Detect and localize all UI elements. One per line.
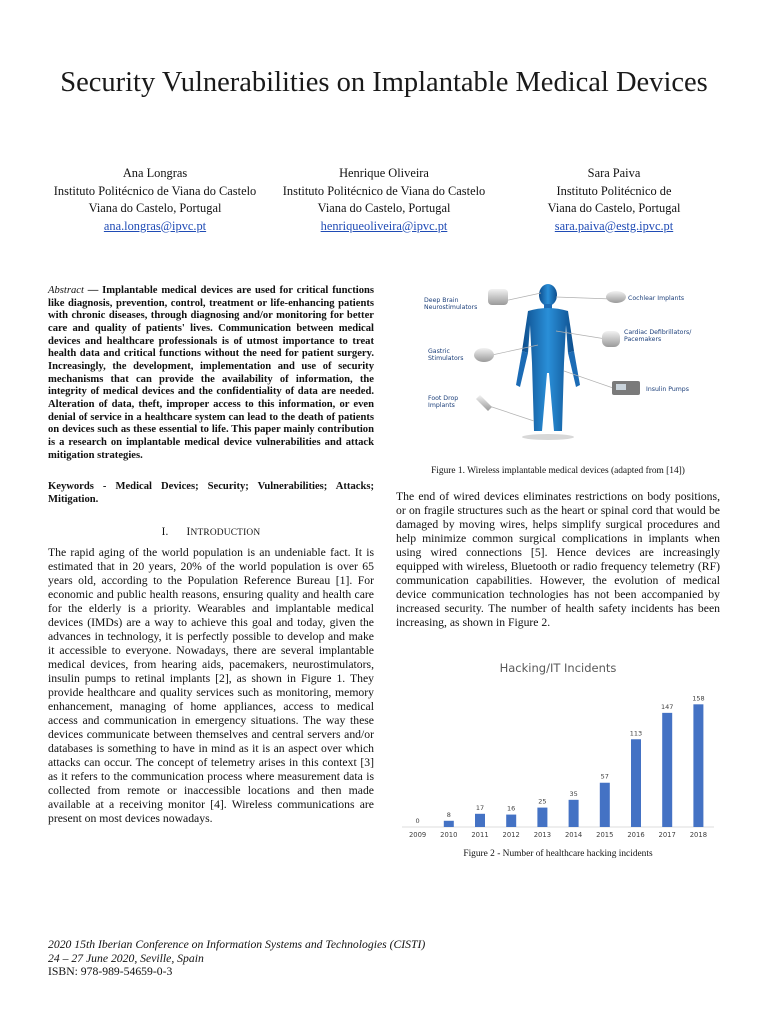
bar-2011 [475,814,485,827]
author-2 [264,165,504,235]
section-title-rest: NTRODUCTION [190,527,261,538]
foot-drop-implant-device [476,395,492,411]
left-column [48,285,374,826]
figure-1-caption: Figure 1. Wireless implantable medical devices (adapted from [14]) [431,466,685,476]
x-tick-label-2013: 2013 [533,831,552,839]
human-body-figure [516,284,580,440]
bar-2012 [506,815,516,827]
bar-2018 [693,704,703,827]
abstract-text: Implantable medical devices are used for critical functions like diagnosis, prevention, control, treatment or life-enhancing patients with chronic diseases, through diagnosing and/or monitoring for better care and quality of patients' lives. Communication between medical devices and healthcare professionals is of utmost importance to treat health data and critical functions without the need for patient surgery. Increasingly, the development, implementation and use of security mechanisms that can provide the availability of information, the integrity of medical devices and the confidentiality of data are needed. Alteration of data, theft, improper access to this information, or even denial of service in a healthcare system can lead to the death of patients on devices such as these essential to life. This paper mainly contribution is a research on implantable medical device vulnerabilities and attack mitigation strategies. [48,285,375,461]
author-name: Henrique Oliveira [339,166,429,180]
data-label-2011: 17 [475,803,485,812]
conference-footer [48,938,425,979]
data-label-2010: 8 [446,810,451,819]
x-tick-label-2015: 2015 [596,831,614,839]
label-cochlear: Cochlear Implants [628,295,685,302]
data-label-2012: 16 [507,804,516,813]
bar-2014 [569,800,579,827]
neurostimulator-device [488,289,508,305]
author-email-link[interactable]: henriqueoliveira@ipvc.pt [320,218,448,233]
data-label-2013: 25 [538,797,547,806]
label-foot-drop: Foot Drop [428,395,459,402]
author-affiliation: Instituto Politécnico de Viana do Castelo [53,183,257,198]
x-tick-label-2017: 2017 [658,831,676,839]
label-gastric: Gastric [428,348,450,355]
label-deep-brain: Deep Brain [424,297,459,304]
section-number: I. [161,525,169,538]
gastric-stimulator-device [474,348,494,362]
abstract-label: Abstract [48,285,84,296]
pacemaker-device [602,331,620,347]
cochlear-implant-device [606,291,626,303]
label-stimulators: Stimulators [428,355,464,362]
author-location: Viana do Castelo, Portugal [547,201,681,215]
x-tick-label-2018: 2018 [689,831,708,839]
data-label-2009: 0 [415,817,420,825]
bar-2017 [662,713,672,827]
label-implants: Implants [428,402,455,409]
author-affiliation: Instituto Politécnico de [556,183,672,198]
conference-date-location: 24 – 27 June 2020, Seville, Spain [48,951,204,965]
x-tick-label-2011: 2011 [471,831,489,839]
data-label-2018: 158 [692,694,705,703]
abstract-dash: — [83,285,103,296]
hacking-incidents-chart [396,655,720,847]
paper-title: Security Vulnerabilities on Implantable Medical Devices [60,67,708,98]
author-location: Viana do Castelo, Portugal [317,201,451,215]
author-location: Viana do Castelo, Portugal [88,201,222,215]
bar-2015 [600,783,610,827]
author-email-link[interactable]: sara.paiva@estg.ipvc.pt [554,218,674,233]
data-label-2017: 147 [660,702,674,711]
intro-paragraph: The rapid aging of the world population is an undeniable fact. It is estimated that in 20 years, 20% of the world population is over 65 years old, according to the Population Reference Bureau [1]. For economic and public health reasons, ensuring quality and health care for the elderly is a priority. Wearables and implantable medical devices (IMDs) are a way to achieve this goal and today, given the advances in technology, it is perfectly possible to develop and make it accessible to everyone. Nowadays, there are several implantable medical devices, from hearing aids, pacemakers, neurostimulators, insulin pumps to retinal implants [2], as shown in Figure 1. They provide healthcare and quality services such as monitoring, memory enhancement, managing of home appliances, access to medical access and communication in emergency situations. The way these devices communicate between themselves and central servers and/or databases is something to have in mind as it is an aspect over which attacks can occur. The concept of telemetry arises in this context [3] as it refers to the communication process where measurement data is collected from remote or inaccessible locations and then made available at a receiving monitor [4]. Wireless communications are present on most devices nowadays. [48,545,374,826]
label-cardiac: Cardiac Defibrillators/ [624,329,692,336]
data-label-2014: 35 [569,789,578,798]
author-3 [494,165,734,235]
keywords: Keywords - Medical Devices; Security; Vulnerabilities; Attacks; Mitigation. [48,481,374,505]
figure-2-caption: Figure 2 - Number of healthcare hacking incidents [463,849,653,859]
author-affiliation: Instituto Politécnico de Viana do Castelo [282,183,486,198]
right-column [396,490,720,630]
bar-2013 [537,808,547,827]
implant-devices-figure [416,281,706,441]
abstract [48,285,374,462]
x-tick-label-2014: 2014 [564,831,583,839]
x-tick-label-2010: 2010 [440,831,458,839]
section-title-initial: I [186,525,191,538]
data-label-2015: 57 [600,772,609,781]
section-heading [48,525,374,540]
label-insulin: Insulin Pumps [646,386,689,393]
x-tick-label-2012: 2012 [502,831,520,839]
conference-name: 2020 15th Iberian Conference on Information Systems and Technologies (CISTI) [48,938,426,951]
label-neurostimulators: Neurostimulators [424,304,478,311]
chart-title: Hacking/IT Incidents [499,661,617,675]
x-tick-label-2016: 2016 [627,831,645,839]
right-paragraph: The end of wired devices eliminates restrictions on body positions, or on fragile structures such as the heart or spinal cord that would be damaged by moving wires, helps simplify surgical procedures and help minimize common surgical complications in implants when using wired connections [5]. Hence devices are increasingly equipped with wireless, Bluetooth or radio frequency telemetry (RF) communication capabilities. However, the evolution of medical device communication technologies has not been accompanied by increased security. The number of health safety incidents has been increasing, as shown in Figure 2. [396,490,720,630]
label-pacemakers: Pacemakers [624,336,662,343]
author-email-link[interactable]: ana.longras@ipvc.pt [103,218,207,233]
x-tick-label-2009: 2009 [408,831,427,839]
author-name: Sara Paiva [587,166,641,180]
bar-2016 [631,739,641,827]
isbn: ISBN: 978-989-54659-0-3 [48,965,173,978]
author-name: Ana Longras [122,166,188,180]
data-label-2016: 113 [629,729,643,738]
author-1 [35,165,275,235]
bar-2010 [444,821,454,827]
